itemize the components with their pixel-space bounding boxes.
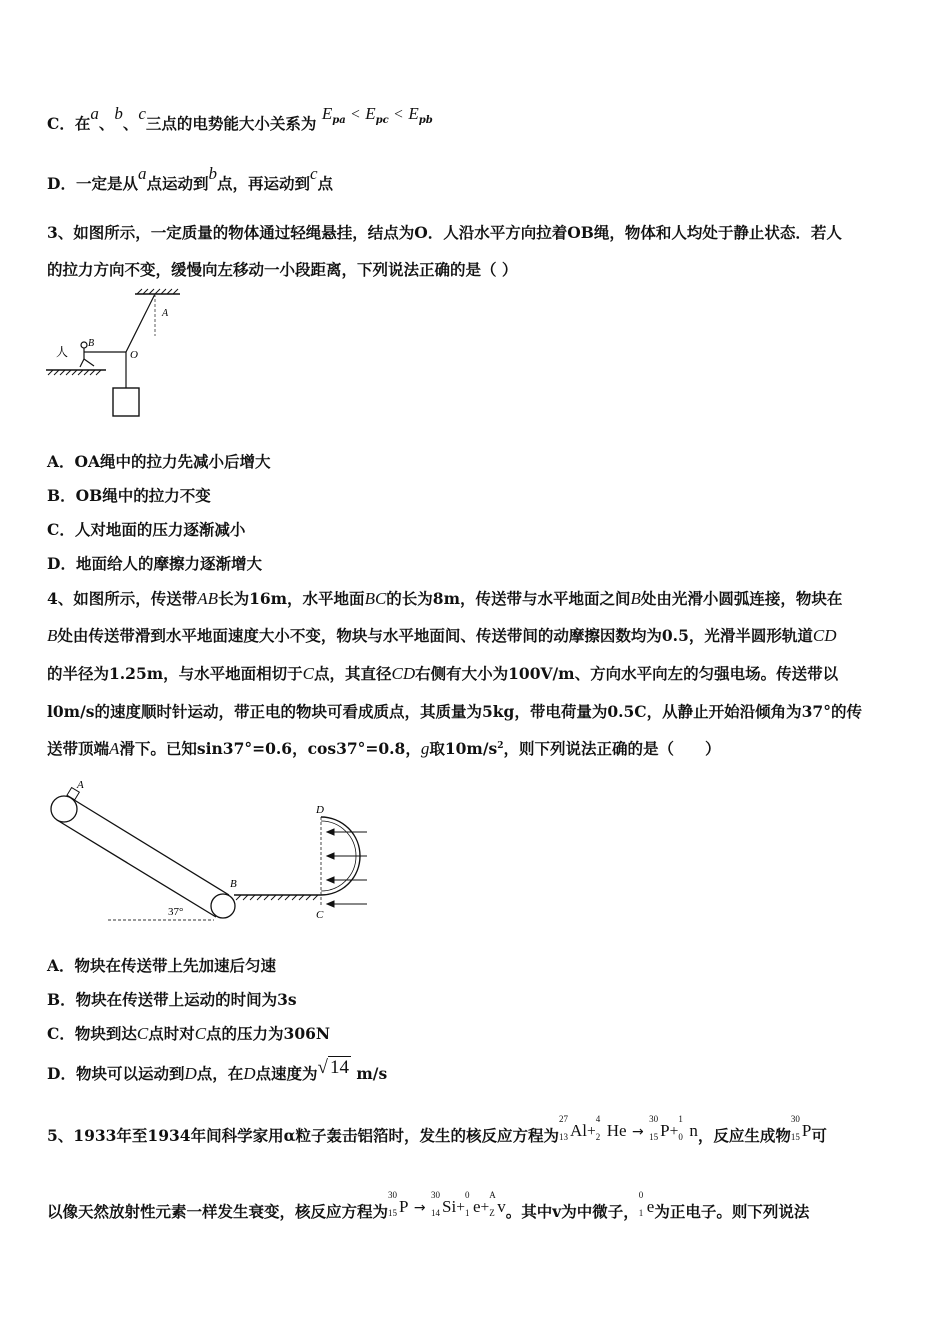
text: 4、如图所示，传送带 — [47, 589, 198, 608]
q4-stem-line3 — [47, 662, 838, 684]
nuclide-al — [559, 1114, 587, 1142]
symbol: P — [660, 1121, 670, 1140]
nuclide-positron — [638, 1190, 655, 1218]
q3-stem-line2: 的拉力方向不变，缓慢向左移动一小段距离，下列说法正确的是（ ） — [47, 260, 518, 279]
q4-stem-line4: l0m/s的速度顺时针运动，带正电的物块可看成质点，其质量为5kg，带电荷量为0.5C，从静止开始沿倾角为37°的传 — [47, 702, 862, 721]
text: D．一定是从 — [47, 174, 138, 193]
label-o: O — [130, 349, 138, 361]
var: B — [630, 589, 641, 608]
q4-stem-line5 — [47, 737, 720, 759]
var-c: c — [309, 164, 318, 183]
arrow-icon: → — [631, 1124, 644, 1140]
q4-figure — [44, 775, 374, 925]
text: 点速度为 — [255, 1064, 318, 1083]
label-person: 人 — [56, 345, 69, 359]
mass-number: 30 — [388, 1190, 398, 1200]
symbol: He — [606, 1121, 627, 1140]
subscript: pb — [418, 115, 433, 126]
label-b: B — [230, 878, 237, 890]
var-b: b — [208, 164, 217, 183]
symbol: e — [646, 1197, 655, 1216]
mass-number: A — [489, 1190, 496, 1200]
label-a: A — [77, 779, 84, 791]
subscript: pc — [375, 115, 389, 126]
atomic-number: 13 — [559, 1132, 568, 1142]
q4-option-b[interactable]: B．物块在传送带上运动的时间为3s — [47, 990, 297, 1009]
mass-number: 0 — [638, 1190, 644, 1200]
plus: + — [456, 1199, 465, 1216]
atomic-number: Z — [489, 1208, 495, 1218]
text: 点，在 — [196, 1064, 244, 1083]
arrow-icon: → — [413, 1200, 426, 1216]
nuclide-si — [431, 1190, 457, 1218]
var-a: a — [137, 164, 147, 183]
text: 的半径为1.25m，与水平地面相切于 — [47, 664, 303, 683]
atomic-number: 15 — [388, 1208, 398, 1218]
q4-option-a[interactable]: A．物块在传送带上先加速后匀速 — [47, 956, 277, 975]
nuclide-he — [595, 1114, 627, 1142]
superscript: 2 — [497, 740, 504, 751]
q4-option-c[interactable] — [47, 1022, 330, 1044]
text: D．物块可以运动到 — [47, 1064, 185, 1083]
nuclear-equation-1 — [559, 1114, 698, 1142]
var: g — [420, 739, 430, 758]
mass-number: 30 — [790, 1114, 800, 1124]
label-c: C — [316, 909, 324, 921]
var: CD — [391, 664, 416, 683]
text: 滑下。已知sin37°=0.6，cos37°=0.8， — [119, 739, 421, 758]
hanging-block — [113, 388, 139, 416]
symbol: P — [399, 1197, 409, 1216]
mass-number: 4 — [595, 1114, 601, 1124]
q3-figure — [44, 288, 194, 423]
text: 三点的电势能大小关系为 — [145, 114, 317, 133]
var: D — [243, 1064, 256, 1083]
text: ，反应生成物 — [697, 1126, 791, 1145]
var-e: E — [408, 104, 419, 123]
var-e: E — [321, 104, 333, 123]
text: 右侧有大小为100V/m、方向水平向左的匀强电场。传送带以 — [415, 664, 839, 683]
text: 以像天然放射性元素一样发生衰变，核反应方程为 — [47, 1202, 389, 1221]
text: 5、1933年至1934年间科学家用α粒子轰击铝箔时，发生的核反应方程为 — [47, 1126, 559, 1145]
angle-label: 37° — [168, 906, 184, 918]
nuclide-p — [388, 1190, 409, 1218]
text: 取10m/s — [429, 739, 498, 758]
plus: + — [669, 1123, 679, 1140]
var: C — [194, 1024, 207, 1043]
text: 处由传送带滑到水平地面速度大小不变，物块与水平地面间、传送带间的动摩擦因数均为0.5，光滑半圆形轨道 — [57, 626, 813, 645]
text: 为正电子。则下列说法 — [654, 1202, 810, 1221]
atomic-number: 14 — [431, 1208, 441, 1218]
text: 送带顶端 — [47, 739, 110, 758]
symbol: P — [801, 1121, 812, 1140]
q3-option-a[interactable]: A．OA绳中的拉力先减小后增大 — [47, 452, 271, 471]
unit: m/s — [350, 1064, 388, 1083]
label-b: B — [88, 338, 95, 349]
q2-option-d[interactable] — [47, 164, 334, 194]
var: CD — [812, 626, 837, 645]
symbol: Al — [570, 1121, 587, 1140]
symbol: Si — [442, 1197, 457, 1216]
text: 点时对 — [148, 1024, 195, 1043]
text: 可 — [811, 1126, 827, 1145]
atomic-number: 1 — [464, 1208, 470, 1218]
nuclide-product — [790, 1114, 812, 1142]
sqrt-expression — [318, 1057, 351, 1079]
text: 、 — [98, 114, 115, 133]
label-d: D — [316, 804, 324, 816]
var-e: E — [365, 104, 376, 123]
text: 处由光滑小圆弧连接，物块在 — [640, 589, 843, 608]
nuclide-e — [464, 1190, 481, 1218]
q4-option-d[interactable] — [47, 1057, 388, 1085]
mass-number: 0 — [464, 1190, 470, 1200]
less-than: < — [394, 106, 403, 123]
text: 点，再运动到 — [216, 174, 310, 193]
conveyor-belt — [51, 796, 235, 918]
text: 长为16m，水平地面 — [218, 589, 365, 608]
q4-stem-line2 — [47, 624, 837, 646]
field-arrows — [327, 829, 367, 907]
subscript: pa — [332, 115, 346, 126]
text: C．在 — [47, 114, 91, 133]
q2-option-c[interactable] — [47, 104, 433, 136]
nuclide-n — [678, 1114, 698, 1142]
energy-inequality — [322, 104, 433, 126]
q3-stem-line1: 3、如图所示，一定质量的物体通过轻绳悬挂，结点为O．人沿水平方向拉着OB绳，物体和人均处于静止状态．若人 — [47, 223, 842, 242]
radicand: 14 — [329, 1057, 349, 1078]
var: B — [47, 626, 58, 645]
q3-option-d[interactable]: D．地面给人的摩擦力逐渐增大 — [47, 554, 262, 573]
nuclide-v — [489, 1190, 506, 1218]
var: A — [109, 739, 120, 758]
var: C — [136, 1024, 149, 1043]
sqrt-sign-icon: √ — [317, 1057, 328, 1078]
atomic-number: 1 — [638, 1208, 644, 1218]
label-a: A — [162, 308, 169, 319]
nuclear-equation-2 — [388, 1190, 506, 1218]
atomic-number: 0 — [678, 1132, 683, 1142]
plus: + — [587, 1123, 596, 1140]
atomic-number: 15 — [649, 1132, 659, 1142]
var-b: b — [114, 104, 123, 123]
q5-stem-line1 — [47, 1114, 827, 1146]
text: 的长为8m，传送带与水平地面之间 — [386, 589, 631, 608]
plus: + — [480, 1199, 490, 1216]
text: 点运动到 — [146, 174, 209, 193]
var-c: c — [138, 104, 146, 123]
atomic-number: 2 — [595, 1132, 601, 1142]
text: ，则下列说法正确的是（ ） — [503, 739, 721, 758]
q3-option-b[interactable]: B．OB绳中的拉力不变 — [47, 486, 211, 505]
var-a: a — [90, 104, 99, 123]
q4-stem-line1 — [47, 587, 842, 609]
var: AB — [197, 589, 219, 608]
text: C．物块到达 — [47, 1024, 137, 1043]
mass-number: 27 — [559, 1114, 568, 1124]
mass-number: 30 — [431, 1190, 441, 1200]
atomic-number: 15 — [790, 1132, 800, 1142]
text: 点 — [317, 174, 334, 193]
nuclide-p — [649, 1114, 670, 1142]
mass-number: 30 — [649, 1114, 659, 1124]
symbol: n — [689, 1121, 698, 1140]
symbol: v — [497, 1197, 506, 1216]
less-than: < — [351, 106, 360, 123]
text: 点，其直径 — [314, 664, 392, 683]
text: 。其中v为中微子， — [505, 1202, 639, 1221]
q5-stem-line2 — [47, 1190, 810, 1222]
var: C — [302, 664, 314, 683]
text: 、 — [122, 114, 139, 133]
mass-number: 1 — [678, 1114, 683, 1124]
text: 点的压力为306N — [206, 1024, 331, 1043]
rope-oa — [126, 294, 155, 352]
symbol: e — [472, 1197, 481, 1216]
var: D — [184, 1064, 197, 1083]
var: BC — [364, 589, 387, 608]
q3-option-c[interactable]: C．人对地面的压力逐渐减小 — [47, 520, 246, 539]
